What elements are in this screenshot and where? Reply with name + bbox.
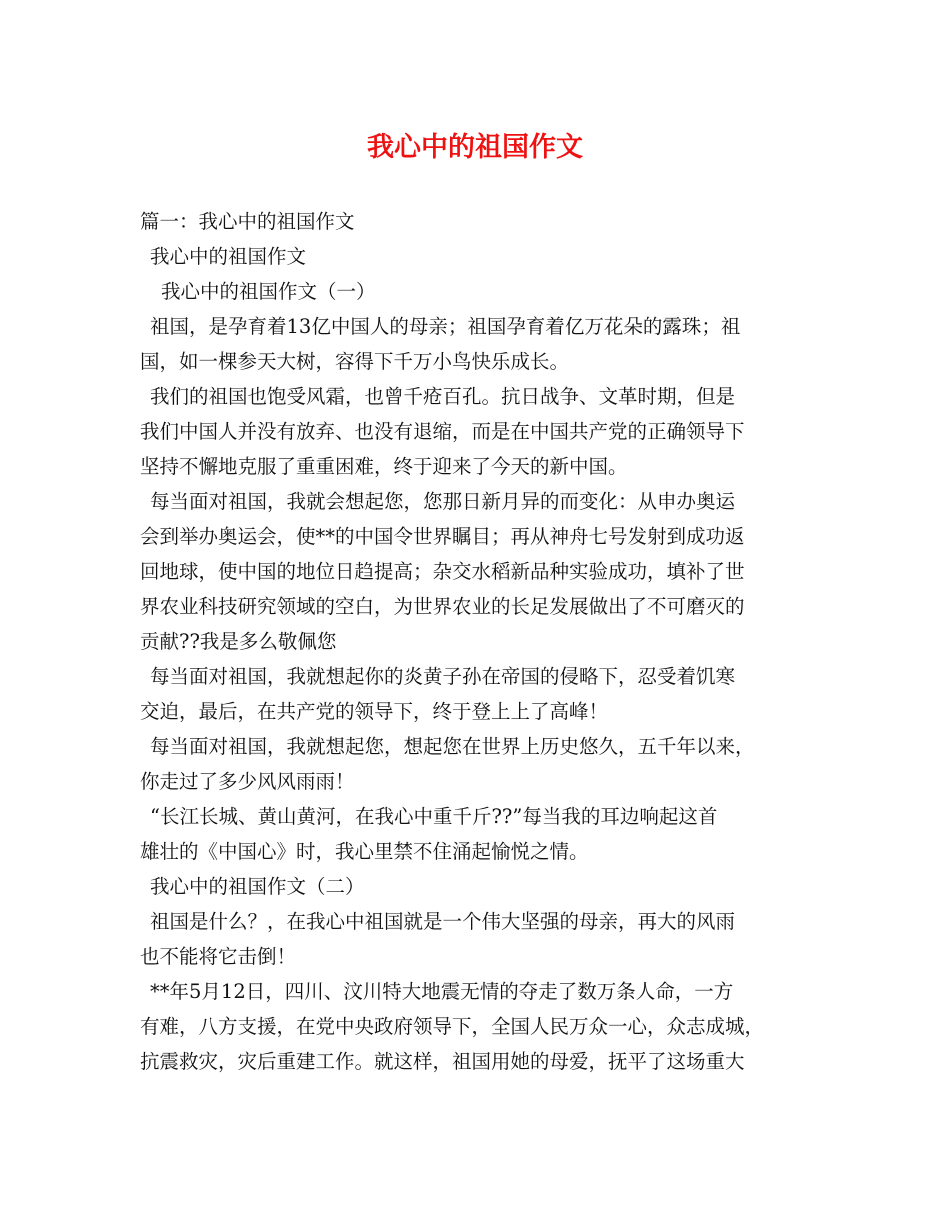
text-line: 会到举办奥运会，使**的中国令世界瞩目；再从神舟七号发射到成功返	[140, 525, 745, 548]
text-line: 坚持不懈地克服了重重困难，终于迎来了今天的新中国。	[140, 455, 628, 478]
text-line: 我们的祖国也饱受风霜，也曾千疮百孔。抗日战争、文革时期，但是	[150, 385, 736, 408]
document-body	[140, 204, 820, 1079]
text-line: 回地球，使中国的地位日趋提高；杂交水稻新品种实验成功，填补了世	[140, 560, 745, 583]
text-line: 我们中国人并没有放弃、也没有退缩，而是在中国共产党的正确领导下	[140, 420, 745, 443]
text-line: 也不能将它击倒！	[140, 945, 297, 968]
text-line: “长江长城、黄山黄河，在我心中重千斤??”每当我的耳边响起这首	[150, 805, 718, 828]
text-line: 每当面对祖国，我就会想起您，您那日新月异的而变化：从申办奥运	[150, 490, 736, 513]
text-line: 我心中的祖国作文（二）	[150, 875, 365, 898]
text-line: 雄壮的《中国心》时，我心里禁不住涌起愉悦之情。	[140, 840, 589, 863]
text-line: 篇一：我心中的祖国作文	[140, 210, 355, 233]
text-line: **年5月12日，四川、汶川特大地震无情的夺走了数万条人命，一方	[150, 980, 734, 1003]
text-line: 抗震救灾，灾后重建工作。就这样，祖国用她的母爱，抚平了这场重大	[140, 1050, 745, 1073]
text-line: 交迫，最后，在共产党的领导下，终于登上上了高峰！	[140, 700, 609, 723]
text-line: 我心中的祖国作文	[150, 245, 307, 268]
text-line: 贡献??我是多么敬佩您	[140, 630, 337, 653]
text-line: 祖国是什么？，在我心中祖国就是一个伟大坚强的母亲，再大的风雨	[150, 910, 736, 933]
text-line: 有难，八方支援，在党中央政府领导下，全国人民万众一心，众志成城，	[140, 1015, 765, 1038]
text-line: 界农业科技研究领域的空白，为世界农业的长足发展做出了不可磨灭的	[140, 595, 745, 618]
text-line: 国，如一棵参天大树，容得下千万小鸟快乐成长。	[140, 350, 570, 373]
text-line: 我心中的祖国作文（一）	[161, 280, 376, 303]
text-line: 每当面对祖国，我就想起你的炎黄子孙在帝国的侵略下，忍受着饥寒	[150, 665, 736, 688]
document-title: 我心中的祖国作文	[367, 132, 583, 163]
text-line: 你走过了多少风风雨雨！	[140, 770, 355, 793]
text-line: 每当面对祖国，我就想起您，想起您在世界上历史悠久，五千年以来，	[150, 735, 755, 758]
text-line: 祖国，是孕育着13亿中国人的母亲；祖国孕育着亿万花朵的露珠；祖	[150, 315, 741, 338]
